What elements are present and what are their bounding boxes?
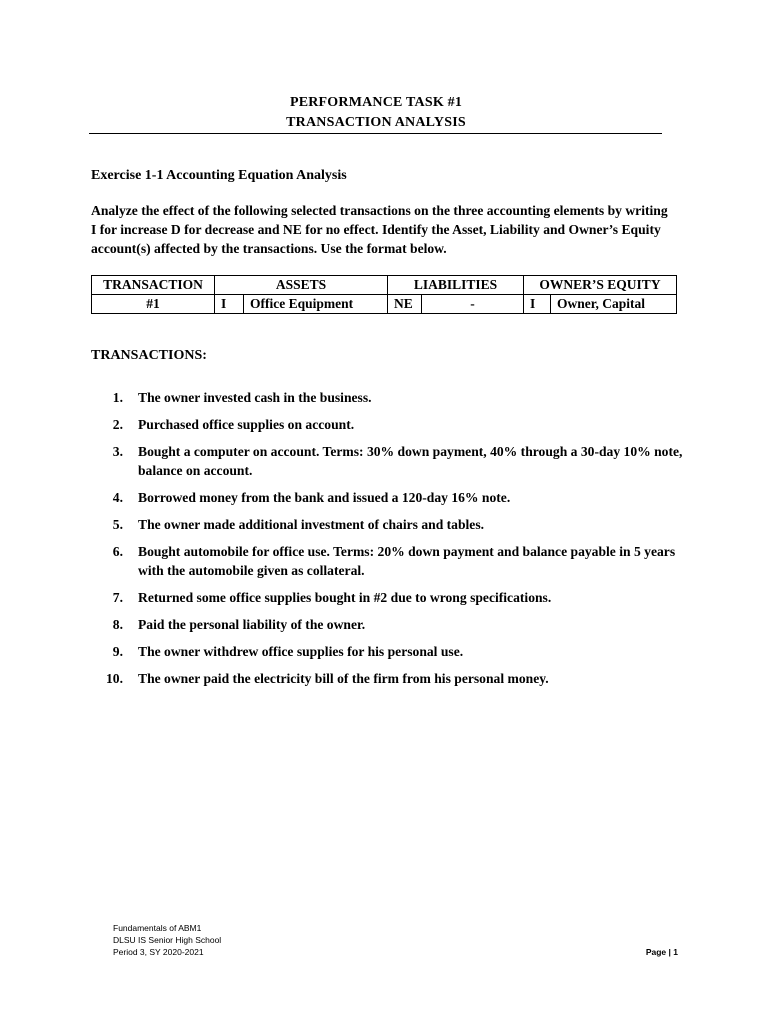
cell-assets-account: Office Equipment bbox=[244, 295, 388, 314]
cell-assets-code: I bbox=[215, 295, 244, 314]
list-item bbox=[91, 515, 701, 534]
header-transaction: TRANSACTION bbox=[92, 276, 215, 295]
list-item bbox=[91, 615, 701, 634]
list-item-text: Borrowed money from the bank and issued a 120-day 16% note. bbox=[138, 490, 511, 505]
transactions-list bbox=[91, 388, 701, 696]
list-item-text: The owner withdrew office supplies for his personal use. bbox=[138, 644, 464, 659]
footer-course: Fundamentals of ABM1 bbox=[113, 923, 202, 933]
list-item bbox=[91, 415, 701, 434]
page-subtitle: TRANSACTION ANALYSIS bbox=[286, 115, 466, 130]
footer-info bbox=[113, 922, 221, 958]
list-item bbox=[91, 669, 701, 688]
header-liabilities: LIABILITIES bbox=[388, 276, 524, 295]
list-item-number: 2. bbox=[112, 417, 123, 432]
cell-liabilities-account: - bbox=[422, 295, 524, 314]
list-item-number: 4. bbox=[112, 490, 123, 505]
list-item bbox=[91, 388, 701, 407]
format-table bbox=[91, 275, 677, 314]
footer-period: Period 3, SY 2020-2021 bbox=[113, 947, 204, 957]
list-item-number: 10. bbox=[106, 671, 123, 686]
list-item-text-line: Bought a computer on account. Terms: 30% down payment, 40% through a 30-day 10% note, bbox=[138, 444, 683, 459]
list-item bbox=[91, 588, 701, 607]
list-item-number: 1. bbox=[112, 390, 123, 405]
transactions-heading: TRANSACTIONS: bbox=[91, 348, 207, 363]
list-item bbox=[91, 642, 701, 661]
list-item-text: The owner made additional investment of chairs and tables. bbox=[138, 517, 485, 532]
list-item-text-line: balance on account. bbox=[138, 463, 253, 478]
cell-liabilities-code: NE bbox=[388, 295, 422, 314]
list-item-text: Returned some office supplies bought in #2 due to wrong specifications. bbox=[138, 590, 552, 605]
list-item-number: 3. bbox=[112, 444, 123, 459]
format-table-header-row bbox=[92, 276, 677, 295]
footer-school: DLSU IS Senior High School bbox=[113, 935, 222, 945]
list-item-number: 8. bbox=[112, 617, 123, 632]
list-item-text-line: with the automobile given as collateral. bbox=[138, 563, 365, 578]
cell-equity-account: Owner, Capital bbox=[551, 295, 677, 314]
header-assets: ASSETS bbox=[215, 276, 388, 295]
list-item-number: 6. bbox=[112, 544, 123, 559]
list-item-text: The owner invested cash in the business. bbox=[138, 390, 372, 405]
list-item-text: Paid the personal liability of the owner. bbox=[138, 617, 366, 632]
list-item bbox=[91, 488, 701, 507]
list-item-number: 9. bbox=[112, 644, 123, 659]
list-item bbox=[91, 442, 701, 480]
exercise-heading: Exercise 1-1 Accounting Equation Analysis bbox=[91, 168, 347, 183]
header-owners-equity: OWNER’S EQUITY bbox=[524, 276, 677, 295]
list-item bbox=[91, 542, 701, 580]
list-item-text: Purchased office supplies on account. bbox=[138, 417, 355, 432]
page-title: PERFORMANCE TASK #1 bbox=[289, 95, 463, 110]
instructions-line: Analyze the effect of the following selected transactions on the three accounting elements by writing bbox=[91, 203, 668, 218]
page-number: Page | 1 bbox=[645, 947, 678, 957]
cell-equity-code: I bbox=[524, 295, 551, 314]
list-item-number: 5. bbox=[112, 517, 123, 532]
instructions-line: account(s) affected by the transactions. Use the format below. bbox=[91, 241, 447, 256]
list-item-text-line: Bought automobile for office use. Terms: 20% down payment and balance payable in 5 years bbox=[138, 544, 676, 559]
instructions-line: I for increase D for decrease and NE for no effect. Identify the Asset, Liability and Owner’s Equity bbox=[91, 222, 661, 237]
cell-transaction: #1 bbox=[92, 295, 215, 314]
list-item-number: 7. bbox=[112, 590, 123, 605]
list-item-text: The owner paid the electricity bill of the firm from his personal money. bbox=[138, 671, 549, 686]
title-divider bbox=[89, 133, 662, 134]
instructions-paragraph bbox=[91, 201, 691, 258]
format-table-row bbox=[92, 295, 677, 314]
